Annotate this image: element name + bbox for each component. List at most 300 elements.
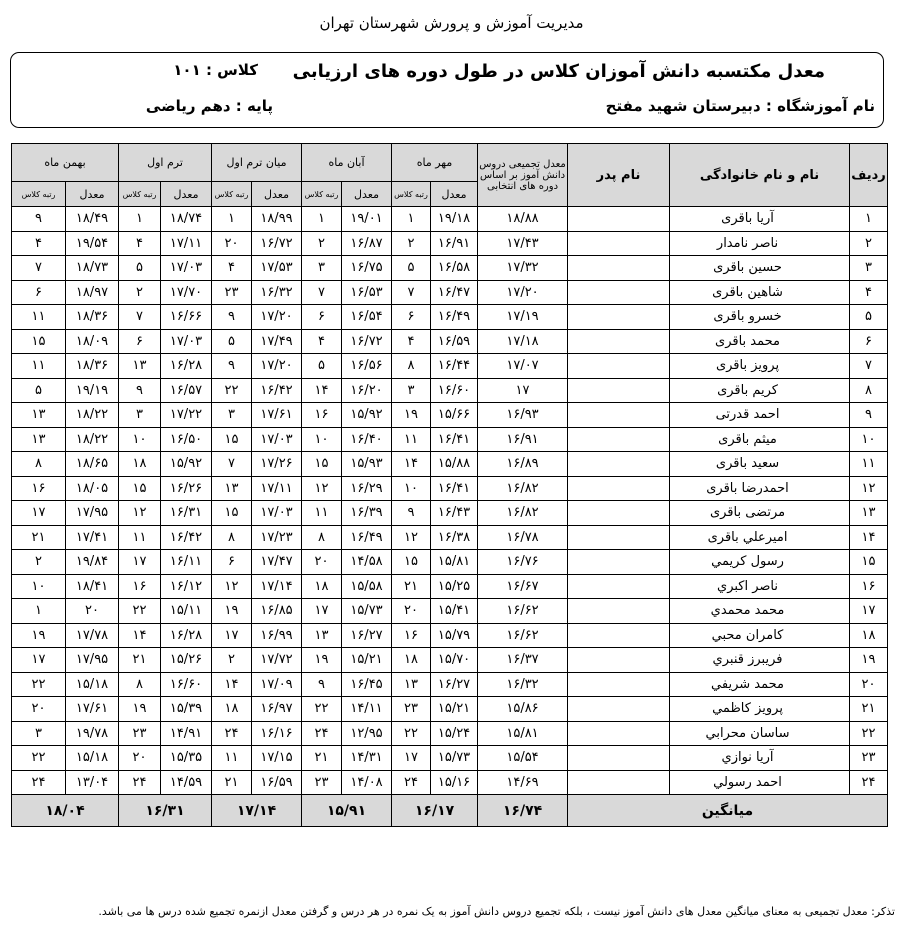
father-name-cell <box>568 231 670 256</box>
period-rank-cell: ۲۰ <box>212 231 252 256</box>
period-rank-cell: ۲۳ <box>212 280 252 305</box>
period-avg-cell: ۱۷/۲۶ <box>252 452 302 477</box>
period-avg-cell: ۱۷/۷۸ <box>66 623 119 648</box>
period-avg-cell: ۱۵/۶۶ <box>431 403 478 428</box>
row-number-cell: ۱۵ <box>850 550 888 575</box>
period-rank-cell: ۲۱ <box>212 770 252 795</box>
father-name-cell <box>568 452 670 477</box>
period-avg-cell: ۱۵/۷۳ <box>342 599 392 624</box>
period-rank-cell: ۱۹ <box>212 599 252 624</box>
period-rank-cell: ۸ <box>212 525 252 550</box>
period-avg-cell: ۱۸/۳۶ <box>66 354 119 379</box>
period-avg-cell: ۱۶/۴۲ <box>161 525 212 550</box>
period-rank-cell: ۱۶ <box>119 574 161 599</box>
period-rank-cell: ۸ <box>119 672 161 697</box>
period-avg-cell: ۱۶/۵۹ <box>431 329 478 354</box>
table-row <box>12 746 888 771</box>
period-avg-cell: ۱۶/۷۵ <box>342 256 392 281</box>
cumulative-avg-cell: ۱۶/۳۲ <box>478 672 568 697</box>
period-avg-cell: ۱۶/۴۳ <box>431 501 478 526</box>
period-avg-cell: ۱۶/۴۱ <box>431 476 478 501</box>
period-avg-cell: ۱۵/۹۲ <box>161 452 212 477</box>
cumulative-avg-cell: ۱۸/۸۸ <box>478 207 568 232</box>
father-name-cell <box>568 599 670 624</box>
period-rank-cell: ۱۲ <box>212 574 252 599</box>
period-avg-cell: ۱۶/۵۳ <box>342 280 392 305</box>
row-number-cell: ۸ <box>850 378 888 403</box>
period-rank-cell: ۱۸ <box>119 452 161 477</box>
period-avg-cell: ۱۶/۴۲ <box>252 378 302 403</box>
header-period: میان ترم اول <box>212 144 302 182</box>
org-title: مدیریت آموزش و پرورش شهرستان تهران <box>319 14 584 32</box>
row-number-cell: ۱۱ <box>850 452 888 477</box>
period-rank-cell: ۴ <box>212 256 252 281</box>
period-avg-cell: ۱۷/۲۳ <box>252 525 302 550</box>
period-avg-cell: ۱۵/۱۸ <box>66 672 119 697</box>
student-name-cell: پرويز کاظمي <box>670 697 850 722</box>
period-rank-cell: ۲۱ <box>302 746 342 771</box>
header-name: نام و نام خانوادگی <box>670 144 850 207</box>
row-number-cell: ۷ <box>850 354 888 379</box>
row-number-cell: ۲۱ <box>850 697 888 722</box>
averages-period: ۱۸/۰۴ <box>12 795 119 827</box>
father-name-cell <box>568 721 670 746</box>
cumulative-avg-cell: ۱۶/۹۳ <box>478 403 568 428</box>
cumulative-avg-cell: ۱۷/۳۲ <box>478 256 568 281</box>
period-rank-cell: ۱۳ <box>392 672 431 697</box>
period-avg-cell: ۱۷/۵۳ <box>252 256 302 281</box>
subheader-rank: رتبه کلاس <box>12 182 66 207</box>
father-name-cell <box>568 697 670 722</box>
row-number-cell: ۲۲ <box>850 721 888 746</box>
period-rank-cell: ۱۴ <box>392 452 431 477</box>
period-avg-cell: ۱۶/۶۰ <box>431 378 478 403</box>
footnote: تذکر: معدل تجمیعی به معنای میانگین معدل های دانش آموز نیست ، بلکه تجمیع دروس دانش آموز به یک نمره در هر درس و گرفتن معدل ازنمره تجمیع شده درس ها می باشد. <box>98 905 895 918</box>
father-name-cell <box>568 672 670 697</box>
student-name-cell: میثم باقری <box>670 427 850 452</box>
period-avg-cell: ۱۶/۲۷ <box>342 623 392 648</box>
period-rank-cell: ۳ <box>212 403 252 428</box>
cumulative-avg-cell: ۱۷ <box>478 378 568 403</box>
student-name-cell: شاهین باقری <box>670 280 850 305</box>
period-avg-cell: ۱۷/۴۷ <box>252 550 302 575</box>
father-name-cell <box>568 280 670 305</box>
period-rank-cell: ۲۰ <box>119 746 161 771</box>
period-avg-cell: ۱۷/۹۵ <box>66 501 119 526</box>
father-name-cell <box>568 501 670 526</box>
row-number-cell: ۱۳ <box>850 501 888 526</box>
period-rank-cell: ۳ <box>302 256 342 281</box>
period-rank-cell: ۷ <box>119 305 161 330</box>
averages-row <box>12 795 888 827</box>
period-rank-cell: ۱۰ <box>392 476 431 501</box>
father-name-cell <box>568 354 670 379</box>
period-rank-cell: ۲۴ <box>212 721 252 746</box>
cumulative-avg-cell: ۱۷/۴۳ <box>478 231 568 256</box>
period-avg-cell: ۱۷/۲۲ <box>161 403 212 428</box>
student-name-cell: پرویز باقری <box>670 354 850 379</box>
period-avg-cell: ۱۵/۹۲ <box>342 403 392 428</box>
period-rank-cell: ۲۱ <box>12 525 66 550</box>
row-number-cell: ۵ <box>850 305 888 330</box>
period-rank-cell: ۹ <box>212 305 252 330</box>
period-avg-cell: ۱۵/۷۳ <box>431 746 478 771</box>
period-rank-cell: ۱۱ <box>119 525 161 550</box>
period-avg-cell: ۱۸/۲۲ <box>66 427 119 452</box>
period-avg-cell: ۱۶/۱۶ <box>252 721 302 746</box>
table-row <box>12 305 888 330</box>
period-avg-cell: ۱۷/۲۰ <box>252 305 302 330</box>
period-rank-cell: ۱۸ <box>392 648 431 673</box>
period-avg-cell: ۱۷/۰۳ <box>161 329 212 354</box>
period-avg-cell: ۱۶/۵۴ <box>342 305 392 330</box>
table-row <box>12 403 888 428</box>
period-rank-cell: ۷ <box>212 452 252 477</box>
period-rank-cell: ۹ <box>12 207 66 232</box>
period-avg-cell: ۱۲/۹۵ <box>342 721 392 746</box>
period-avg-cell: ۲۰ <box>66 599 119 624</box>
header-row-no: ردیف <box>850 144 888 207</box>
father-name-cell <box>568 305 670 330</box>
student-name-cell: مرتضی باقری <box>670 501 850 526</box>
period-rank-cell: ۴ <box>302 329 342 354</box>
period-rank-cell: ۱۹ <box>119 697 161 722</box>
father-name-cell <box>568 256 670 281</box>
period-avg-cell: ۱۵/۷۹ <box>431 623 478 648</box>
row-number-cell: ۲۴ <box>850 770 888 795</box>
student-name-cell: ناصر نامدار <box>670 231 850 256</box>
period-avg-cell: ۱۴/۹۱ <box>161 721 212 746</box>
subheader-avg: معدل <box>161 182 212 207</box>
period-avg-cell: ۱۹/۵۴ <box>66 231 119 256</box>
period-avg-cell: ۱۸/۴۱ <box>66 574 119 599</box>
student-name-cell: کریم باقری <box>670 378 850 403</box>
period-avg-cell: ۱۴/۵۹ <box>161 770 212 795</box>
row-number-cell: ۲۳ <box>850 746 888 771</box>
period-avg-cell: ۱۷/۷۲ <box>252 648 302 673</box>
student-name-cell: آريا نوازي <box>670 746 850 771</box>
cumulative-avg-cell: ۱۷/۱۸ <box>478 329 568 354</box>
period-avg-cell: ۱۷/۹۵ <box>66 648 119 673</box>
period-avg-cell: ۱۸/۲۲ <box>66 403 119 428</box>
cumulative-avg-cell: ۱۶/۷۸ <box>478 525 568 550</box>
student-name-cell: فريبرز قنبري <box>670 648 850 673</box>
period-rank-cell: ۹ <box>302 672 342 697</box>
period-avg-cell: ۱۶/۳۸ <box>431 525 478 550</box>
period-avg-cell: ۱۴/۳۱ <box>342 746 392 771</box>
period-avg-cell: ۱۷/۱۱ <box>161 231 212 256</box>
period-avg-cell: ۱۶/۶۰ <box>161 672 212 697</box>
period-avg-cell: ۱۵/۷۰ <box>431 648 478 673</box>
period-avg-cell: ۱۶/۸۷ <box>342 231 392 256</box>
period-rank-cell: ۱۶ <box>12 476 66 501</box>
period-avg-cell: ۱۷/۶۱ <box>66 697 119 722</box>
row-number-cell: ۱۰ <box>850 427 888 452</box>
period-avg-cell: ۱۵/۲۶ <box>161 648 212 673</box>
period-avg-cell: ۱۶/۲۶ <box>161 476 212 501</box>
row-number-cell: ۱ <box>850 207 888 232</box>
cumulative-avg-cell: ۱۶/۹۱ <box>478 427 568 452</box>
father-name-cell <box>568 403 670 428</box>
row-number-cell: ۱۲ <box>850 476 888 501</box>
period-avg-cell: ۱۶/۴۱ <box>431 427 478 452</box>
period-rank-cell: ۱۵ <box>212 427 252 452</box>
period-rank-cell: ۴ <box>12 231 66 256</box>
father-name-cell <box>568 427 670 452</box>
averages-period: ۱۵/۹۱ <box>302 795 392 827</box>
cumulative-avg-cell: ۱۶/۶۷ <box>478 574 568 599</box>
period-avg-cell: ۱۵/۱۱ <box>161 599 212 624</box>
period-avg-cell: ۱۵/۳۹ <box>161 697 212 722</box>
period-rank-cell: ۱ <box>12 599 66 624</box>
period-avg-cell: ۱۵/۱۶ <box>431 770 478 795</box>
period-rank-cell: ۲ <box>119 280 161 305</box>
cumulative-avg-cell: ۱۷/۰۷ <box>478 354 568 379</box>
period-rank-cell: ۳ <box>119 403 161 428</box>
period-rank-cell: ۱۰ <box>12 574 66 599</box>
cumulative-avg-cell: ۱۴/۶۹ <box>478 770 568 795</box>
period-rank-cell: ۱۳ <box>302 623 342 648</box>
student-name-cell: احمد رسولي <box>670 770 850 795</box>
period-avg-cell: ۱۶/۵۸ <box>431 256 478 281</box>
cumulative-avg-cell: ۱۵/۸۱ <box>478 721 568 746</box>
period-avg-cell: ۱۶/۲۸ <box>161 623 212 648</box>
table-row <box>12 770 888 795</box>
class-label: کلاس : ۱۰۱ <box>173 61 258 79</box>
grade-label: پایه : دهم ریاضی <box>145 97 273 115</box>
report-info-box <box>10 52 884 128</box>
period-avg-cell: ۱۵/۸۸ <box>431 452 478 477</box>
subheader-avg: معدل <box>342 182 392 207</box>
period-avg-cell: ۱۹/۱۹ <box>66 378 119 403</box>
row-number-cell: ۱۹ <box>850 648 888 673</box>
table-row <box>12 697 888 722</box>
header-period: مهر ماه <box>392 144 478 182</box>
period-rank-cell: ۷ <box>12 256 66 281</box>
period-rank-cell: ۶ <box>302 305 342 330</box>
student-name-cell: ناصر اکبري <box>670 574 850 599</box>
period-rank-cell: ۱۱ <box>212 746 252 771</box>
period-avg-cell: ۱۶/۲۸ <box>161 354 212 379</box>
period-rank-cell: ۶ <box>212 550 252 575</box>
period-avg-cell: ۱۶/۵۹ <box>252 770 302 795</box>
table-row <box>12 452 888 477</box>
period-avg-cell: ۱۹/۰۱ <box>342 207 392 232</box>
period-avg-cell: ۱۷/۴۹ <box>252 329 302 354</box>
subheader-avg: معدل <box>66 182 119 207</box>
averages-period: ۱۶/۱۷ <box>392 795 478 827</box>
period-rank-cell: ۲۳ <box>119 721 161 746</box>
period-rank-cell: ۱۷ <box>212 623 252 648</box>
period-avg-cell: ۱۳/۰۴ <box>66 770 119 795</box>
student-name-cell: محمد باقری <box>670 329 850 354</box>
report-title: معدل مکتسبه دانش آموزان کلاس در طول دوره های ارزیابی <box>292 61 825 82</box>
student-name-cell: خسرو باقری <box>670 305 850 330</box>
cumulative-avg-cell: ۱۵/۸۶ <box>478 697 568 722</box>
header-cumulative: معدل تجمیعی دروس دانش آموز بر اساس دوره های انتخابی <box>478 144 568 207</box>
table-row <box>12 525 888 550</box>
student-name-cell: سعید باقری <box>670 452 850 477</box>
period-rank-cell: ۱۱ <box>392 427 431 452</box>
period-avg-cell: ۱۷/۰۹ <box>252 672 302 697</box>
period-avg-cell: ۱۶/۱۱ <box>161 550 212 575</box>
row-number-cell: ۱۷ <box>850 599 888 624</box>
period-rank-cell: ۱۰ <box>302 427 342 452</box>
period-rank-cell: ۷ <box>392 280 431 305</box>
cumulative-avg-cell: ۱۶/۶۲ <box>478 599 568 624</box>
averages-cumulative: ۱۶/۷۴ <box>478 795 568 827</box>
student-name-cell: ساسان محرابي <box>670 721 850 746</box>
period-rank-cell: ۲۲ <box>12 672 66 697</box>
period-avg-cell: ۱۷/۰۳ <box>161 256 212 281</box>
row-number-cell: ۱۴ <box>850 525 888 550</box>
subheader-avg: معدل <box>431 182 478 207</box>
table-row <box>12 207 888 232</box>
header-period: بهمن ماه <box>12 144 119 182</box>
period-avg-cell: ۱۶/۴۵ <box>342 672 392 697</box>
period-rank-cell: ۱۹ <box>12 623 66 648</box>
period-avg-cell: ۱۶/۹۹ <box>252 623 302 648</box>
student-name-cell: احمد قدرتی <box>670 403 850 428</box>
table-row <box>12 599 888 624</box>
period-rank-cell: ۱۲ <box>302 476 342 501</box>
period-avg-cell: ۱۶/۵۰ <box>161 427 212 452</box>
period-avg-cell: ۱۶/۴۹ <box>342 525 392 550</box>
period-avg-cell: ۱۶/۵۷ <box>161 378 212 403</box>
period-rank-cell: ۱۵ <box>302 452 342 477</box>
period-rank-cell: ۱۸ <box>302 574 342 599</box>
student-name-cell: رسول کریمي <box>670 550 850 575</box>
period-avg-cell: ۱۷/۴۱ <box>66 525 119 550</box>
period-rank-cell: ۵ <box>12 378 66 403</box>
period-rank-cell: ۵ <box>119 256 161 281</box>
father-name-cell <box>568 770 670 795</box>
period-avg-cell: ۱۶/۹۷ <box>252 697 302 722</box>
period-avg-cell: ۱۸/۰۵ <box>66 476 119 501</box>
period-avg-cell: ۱۹/۸۴ <box>66 550 119 575</box>
student-name-cell: امیرعلي باقری <box>670 525 850 550</box>
period-rank-cell: ۲۰ <box>302 550 342 575</box>
period-rank-cell: ۱۴ <box>119 623 161 648</box>
period-rank-cell: ۱۴ <box>212 672 252 697</box>
row-number-cell: ۱۸ <box>850 623 888 648</box>
table-row <box>12 648 888 673</box>
period-rank-cell: ۲۴ <box>392 770 431 795</box>
period-avg-cell: ۱۵/۲۱ <box>431 697 478 722</box>
cumulative-avg-cell: ۱۷/۲۰ <box>478 280 568 305</box>
period-avg-cell: ۱۵/۲۱ <box>342 648 392 673</box>
period-avg-cell: ۱۵/۲۴ <box>431 721 478 746</box>
cumulative-avg-cell: ۱۷/۱۹ <box>478 305 568 330</box>
period-rank-cell: ۳ <box>12 721 66 746</box>
period-rank-cell: ۹ <box>212 354 252 379</box>
period-avg-cell: ۱۷/۷۰ <box>161 280 212 305</box>
father-name-cell <box>568 746 670 771</box>
period-rank-cell: ۱۷ <box>12 501 66 526</box>
period-avg-cell: ۱۵/۴۱ <box>431 599 478 624</box>
period-rank-cell: ۱ <box>119 207 161 232</box>
period-avg-cell: ۱۵/۳۵ <box>161 746 212 771</box>
period-avg-cell: ۱۶/۴۴ <box>431 354 478 379</box>
period-avg-cell: ۱۶/۵۶ <box>342 354 392 379</box>
student-name-cell: حسین باقری <box>670 256 850 281</box>
subheader-rank: رتبه کلاس <box>119 182 161 207</box>
period-rank-cell: ۱ <box>302 207 342 232</box>
cumulative-avg-cell: ۱۶/۸۲ <box>478 476 568 501</box>
period-rank-cell: ۱ <box>212 207 252 232</box>
student-name-cell: محمد شريفي <box>670 672 850 697</box>
period-rank-cell: ۵ <box>212 329 252 354</box>
subheader-rank: رتبه کلاس <box>212 182 252 207</box>
period-avg-cell: ۱۸/۴۹ <box>66 207 119 232</box>
period-avg-cell: ۱۷/۰۳ <box>252 501 302 526</box>
father-name-cell <box>568 476 670 501</box>
period-avg-cell: ۱۶/۳۹ <box>342 501 392 526</box>
row-number-cell: ۶ <box>850 329 888 354</box>
period-avg-cell: ۱۶/۷۲ <box>252 231 302 256</box>
period-avg-cell: ۱۸/۷۳ <box>66 256 119 281</box>
period-avg-cell: ۱۴/۱۱ <box>342 697 392 722</box>
period-avg-cell: ۱۵/۹۳ <box>342 452 392 477</box>
period-rank-cell: ۲۴ <box>12 770 66 795</box>
student-name-cell: محمد محمدي <box>670 599 850 624</box>
period-avg-cell: ۱۶/۳۲ <box>252 280 302 305</box>
father-name-cell <box>568 207 670 232</box>
period-rank-cell: ۶ <box>119 329 161 354</box>
table-row <box>12 721 888 746</box>
period-rank-cell: ۱۸ <box>212 697 252 722</box>
averages-period: ۱۷/۱۴ <box>212 795 302 827</box>
father-name-cell <box>568 574 670 599</box>
period-rank-cell: ۱۷ <box>392 746 431 771</box>
period-avg-cell: ۱۶/۳۱ <box>161 501 212 526</box>
period-avg-cell: ۱۸/۹۷ <box>66 280 119 305</box>
grades-table <box>11 143 888 827</box>
table-row <box>12 476 888 501</box>
period-rank-cell: ۲۳ <box>392 697 431 722</box>
father-name-cell <box>568 378 670 403</box>
period-rank-cell: ۴ <box>392 329 431 354</box>
period-avg-cell: ۱۷/۱۴ <box>252 574 302 599</box>
period-avg-cell: ۱۷/۲۰ <box>252 354 302 379</box>
period-avg-cell: ۱۶/۴۰ <box>342 427 392 452</box>
table-row <box>12 231 888 256</box>
period-avg-cell: ۱۵/۸۱ <box>431 550 478 575</box>
row-number-cell: ۱۶ <box>850 574 888 599</box>
period-rank-cell: ۲۲ <box>119 599 161 624</box>
period-avg-cell: ۱۶/۴۹ <box>431 305 478 330</box>
father-name-cell <box>568 550 670 575</box>
period-rank-cell: ۱۵ <box>119 476 161 501</box>
subheader-rank: رتبه کلاس <box>302 182 342 207</box>
period-rank-cell: ۱۹ <box>302 648 342 673</box>
period-rank-cell: ۱۷ <box>302 599 342 624</box>
period-rank-cell: ۲۱ <box>392 574 431 599</box>
period-avg-cell: ۱۶/۶۶ <box>161 305 212 330</box>
period-rank-cell: ۲۰ <box>392 599 431 624</box>
period-avg-cell: ۱۶/۱۲ <box>161 574 212 599</box>
period-avg-cell: ۱۶/۷۲ <box>342 329 392 354</box>
table-row <box>12 329 888 354</box>
period-avg-cell: ۱۸/۷۴ <box>161 207 212 232</box>
period-rank-cell: ۶ <box>12 280 66 305</box>
table-row <box>12 672 888 697</box>
period-avg-cell: ۱۵/۲۵ <box>431 574 478 599</box>
period-avg-cell: ۱۴/۵۸ <box>342 550 392 575</box>
period-rank-cell: ۱۵ <box>392 550 431 575</box>
father-name-cell <box>568 623 670 648</box>
period-rank-cell: ۱۵ <box>12 329 66 354</box>
